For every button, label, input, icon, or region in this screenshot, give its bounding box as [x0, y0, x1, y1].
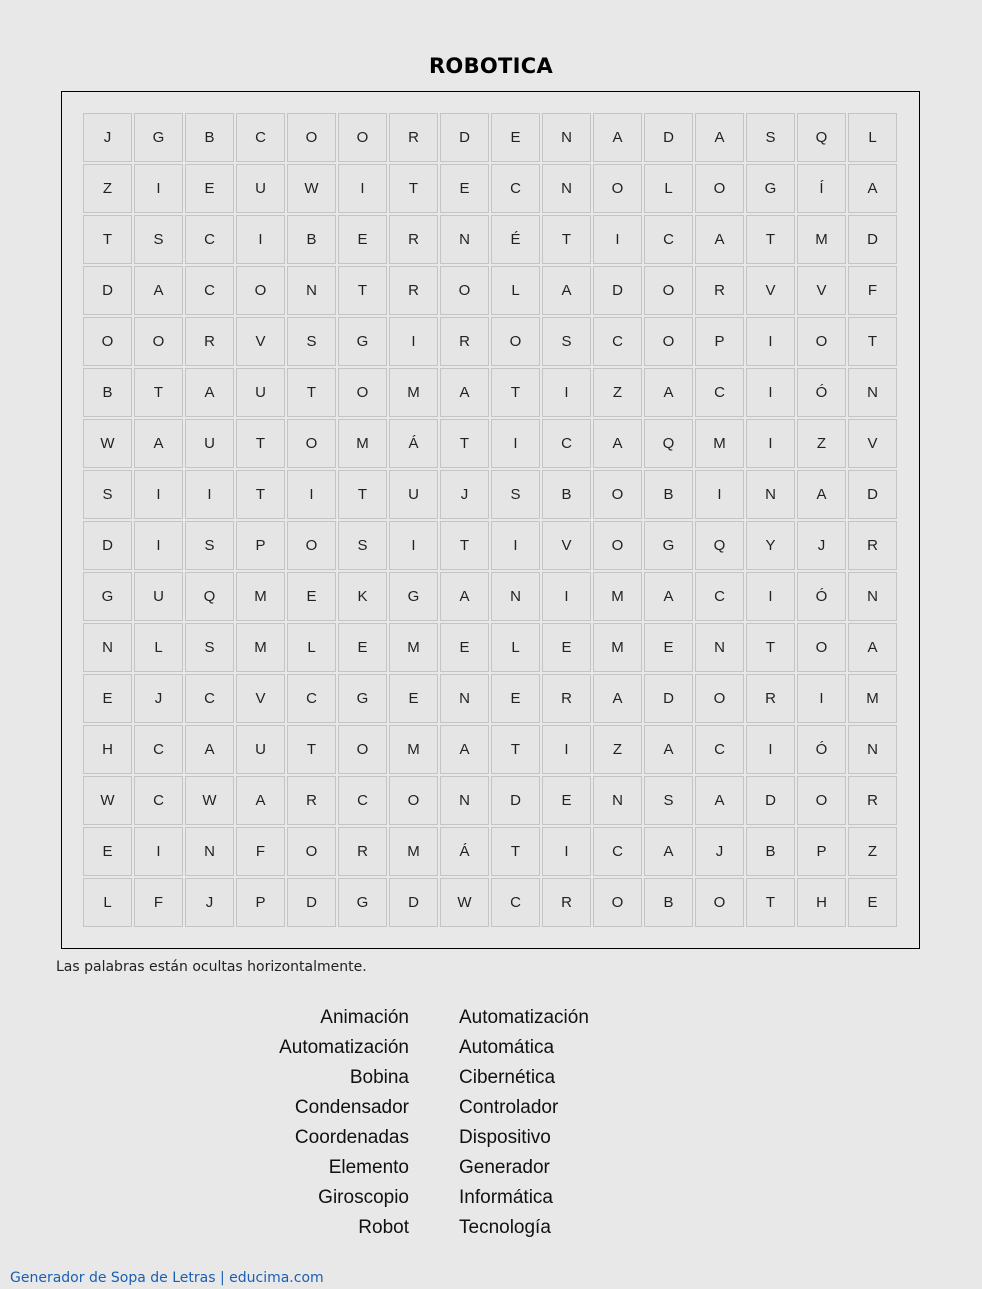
grid-cell[interactable]: N [542, 113, 591, 162]
grid-cell[interactable]: J [83, 113, 132, 162]
word-list-left [200, 1003, 409, 1243]
grid-cell[interactable]: E [440, 623, 489, 672]
grid-cell[interactable]: C [287, 674, 336, 723]
grid-cell[interactable]: Q [644, 419, 693, 468]
grid-cell[interactable]: K [338, 572, 387, 621]
grid-cell[interactable]: I [746, 317, 795, 366]
grid-cell[interactable]: A [644, 572, 693, 621]
grid-cell[interactable]: R [185, 317, 234, 366]
grid-cell[interactable]: A [695, 113, 744, 162]
grid-cell[interactable]: E [491, 113, 540, 162]
grid-cell[interactable]: Q [695, 521, 744, 570]
generator-link[interactable]: Generador de Sopa de Letras [10, 1270, 216, 1286]
grid-cell[interactable]: Z [797, 419, 846, 468]
grid-cell[interactable]: I [389, 317, 438, 366]
word-item: Generador [459, 1157, 550, 1178]
word-list-right [459, 1003, 759, 1243]
grid-cell[interactable]: P [797, 827, 846, 876]
grid-cell[interactable]: O [593, 521, 642, 570]
grid-cell[interactable]: I [287, 470, 336, 519]
grid-cell[interactable]: J [440, 470, 489, 519]
grid-cell[interactable]: M [695, 419, 744, 468]
grid-cell[interactable]: T [491, 827, 540, 876]
grid-cell[interactable]: E [338, 215, 387, 264]
grid-cell[interactable]: S [185, 623, 234, 672]
grid-cell[interactable]: R [542, 674, 591, 723]
grid-cell[interactable]: C [491, 164, 540, 213]
grid-cell[interactable]: B [185, 113, 234, 162]
word-item: Elemento [328, 1157, 409, 1178]
grid-cell[interactable]: A [593, 419, 642, 468]
word-item: Controlador [459, 1097, 559, 1118]
grid-cell[interactable]: C [134, 776, 183, 825]
grid-cell[interactable]: T [134, 368, 183, 417]
grid-cell[interactable]: S [644, 776, 693, 825]
grid-cell[interactable]: B [83, 368, 132, 417]
grid-cell[interactable]: C [695, 572, 744, 621]
grid-cell[interactable]: A [185, 725, 234, 774]
word-item: Animación [320, 1007, 409, 1028]
grid-cell[interactable]: U [185, 419, 234, 468]
grid-cell[interactable]: C [695, 368, 744, 417]
grid-cell[interactable]: A [134, 419, 183, 468]
grid-cell[interactable]: T [746, 623, 795, 672]
word-item: Coordenadas [294, 1127, 409, 1148]
grid-cell[interactable]: E [287, 572, 336, 621]
grid-cell[interactable]: M [389, 827, 438, 876]
grid-cell[interactable]: R [440, 317, 489, 366]
grid-cell[interactable]: D [644, 113, 693, 162]
grid-cell[interactable]: Q [185, 572, 234, 621]
grid-cell[interactable]: L [287, 623, 336, 672]
grid-cell[interactable]: U [236, 164, 285, 213]
grid-cell[interactable]: C [134, 725, 183, 774]
grid-cell[interactable]: R [389, 266, 438, 315]
grid-cell[interactable]: O [695, 164, 744, 213]
grid-cell[interactable]: R [287, 776, 336, 825]
word-item: Tecnología [459, 1217, 551, 1238]
grid-cell[interactable]: Q [797, 113, 846, 162]
grid-cell[interactable]: T [338, 470, 387, 519]
grid-cell[interactable]: G [644, 521, 693, 570]
grid-cell[interactable]: E [83, 674, 132, 723]
grid-cell[interactable]: O [338, 368, 387, 417]
grid-cell[interactable]: A [848, 164, 897, 213]
grid-cell[interactable]: L [644, 164, 693, 213]
grid-cell[interactable]: C [185, 215, 234, 264]
grid-cell[interactable]: N [287, 266, 336, 315]
grid-cell[interactable]: C [644, 215, 693, 264]
grid-cell[interactable]: N [440, 215, 489, 264]
grid-cell[interactable]: O [797, 623, 846, 672]
grid-cell[interactable]: N [848, 725, 897, 774]
grid-cell[interactable]: A [644, 368, 693, 417]
footer-separator: | [215, 1270, 230, 1286]
grid-cell[interactable]: O [695, 878, 744, 927]
grid-cell[interactable]: E [644, 623, 693, 672]
grid-cell[interactable]: M [848, 674, 897, 723]
site-link[interactable]: educima.com [229, 1270, 324, 1286]
grid-cell[interactable]: I [695, 470, 744, 519]
grid-cell[interactable]: I [236, 215, 285, 264]
grid-cell[interactable]: É [491, 215, 540, 264]
grid-cell[interactable]: V [746, 266, 795, 315]
grid-cell[interactable]: E [542, 776, 591, 825]
word-item: Automatización [279, 1037, 409, 1058]
grid-cell[interactable]: M [593, 623, 642, 672]
grid-cell[interactable]: E [185, 164, 234, 213]
grid-cell[interactable]: S [185, 521, 234, 570]
grid-cell[interactable]: G [746, 164, 795, 213]
grid-cell[interactable]: A [848, 623, 897, 672]
grid-cell[interactable]: S [491, 470, 540, 519]
grid-cell[interactable]: M [593, 572, 642, 621]
grid-cell[interactable]: E [83, 827, 132, 876]
grid-cell[interactable]: T [236, 419, 285, 468]
grid-cell[interactable]: T [491, 368, 540, 417]
grid-cell[interactable]: B [644, 878, 693, 927]
grid-cell[interactable]: I [542, 572, 591, 621]
grid-cell[interactable]: F [134, 878, 183, 927]
grid-cell[interactable]: O [287, 521, 336, 570]
grid-cell[interactable]: O [389, 776, 438, 825]
grid-cell[interactable]: I [491, 419, 540, 468]
grid-cell[interactable]: M [797, 215, 846, 264]
word-item: Condensador [294, 1097, 409, 1118]
grid-cell[interactable]: E [440, 164, 489, 213]
grid-cell[interactable]: C [593, 827, 642, 876]
grid-cell[interactable]: A [695, 215, 744, 264]
grid-cell[interactable]: L [491, 266, 540, 315]
grid-cell[interactable]: N [440, 776, 489, 825]
grid-cell[interactable]: I [746, 368, 795, 417]
grid-cell[interactable]: B [746, 827, 795, 876]
footer [10, 1269, 324, 1287]
grid-cell[interactable]: I [746, 572, 795, 621]
letter-grid [83, 113, 897, 927]
grid-cell[interactable]: I [185, 470, 234, 519]
grid-cell[interactable]: O [287, 827, 336, 876]
grid-cell[interactable]: A [593, 113, 642, 162]
grid-cell[interactable]: J [797, 521, 846, 570]
grid-cell[interactable]: Z [593, 368, 642, 417]
grid-cell[interactable]: I [389, 521, 438, 570]
word-item: Automática [459, 1037, 555, 1058]
grid-cell[interactable]: O [338, 725, 387, 774]
grid-cell[interactable]: B [644, 470, 693, 519]
grid-cell[interactable]: R [542, 878, 591, 927]
grid-cell[interactable]: O [695, 674, 744, 723]
grid-cell[interactable]: A [185, 368, 234, 417]
grid-cell[interactable]: N [440, 674, 489, 723]
grid-cell[interactable]: O [593, 164, 642, 213]
grid-cell[interactable]: I [593, 215, 642, 264]
grid-cell[interactable]: O [236, 266, 285, 315]
grid-cell[interactable]: O [644, 266, 693, 315]
grid-cell[interactable]: A [134, 266, 183, 315]
puzzle-title: ROBOTICA [428, 54, 554, 78]
grid-cell[interactable]: I [797, 674, 846, 723]
grid-cell[interactable]: T [491, 725, 540, 774]
grid-cell[interactable]: I [134, 164, 183, 213]
grid-cell[interactable]: A [542, 266, 591, 315]
grid-cell[interactable]: D [593, 266, 642, 315]
grid-cell[interactable]: I [134, 521, 183, 570]
grid-cell[interactable]: V [542, 521, 591, 570]
grid-cell[interactable]: A [236, 776, 285, 825]
grid-cell[interactable]: W [440, 878, 489, 927]
grid-cell[interactable]: L [491, 623, 540, 672]
grid-cell[interactable]: A [797, 470, 846, 519]
grid-cell[interactable]: Á [389, 419, 438, 468]
grid-cell[interactable]: V [848, 419, 897, 468]
grid-cell[interactable]: N [83, 623, 132, 672]
grid-cell[interactable]: A [644, 725, 693, 774]
grid-cell[interactable]: D [491, 776, 540, 825]
word-item: Dispositivo [459, 1127, 551, 1148]
grid-cell[interactable]: S [83, 470, 132, 519]
grid-cell[interactable]: L [134, 623, 183, 672]
grid-cell[interactable]: E [542, 623, 591, 672]
grid-cell[interactable]: G [134, 113, 183, 162]
grid-cell[interactable]: D [287, 878, 336, 927]
grid-cell[interactable]: M [236, 572, 285, 621]
grid-cell[interactable]: U [236, 368, 285, 417]
grid-cell[interactable]: P [695, 317, 744, 366]
word-item: Bobina [349, 1067, 409, 1088]
grid-cell[interactable]: R [389, 215, 438, 264]
grid-cell[interactable]: Í [797, 164, 846, 213]
grid-cell[interactable]: D [644, 674, 693, 723]
grid-cell[interactable]: M [389, 623, 438, 672]
grid-cell[interactable]: M [236, 623, 285, 672]
grid-cell[interactable]: N [695, 623, 744, 672]
grid-cell[interactable]: U [236, 725, 285, 774]
grid-cell[interactable]: G [338, 317, 387, 366]
grid-cell[interactable]: D [848, 215, 897, 264]
grid-cell[interactable]: U [134, 572, 183, 621]
grid-cell[interactable]: O [593, 878, 642, 927]
grid-cell[interactable]: I [542, 827, 591, 876]
grid-cell[interactable]: W [83, 419, 132, 468]
grid-cell[interactable]: A [440, 368, 489, 417]
grid-cell[interactable]: H [797, 878, 846, 927]
grid-cell[interactable]: A [593, 674, 642, 723]
grid-cell[interactable]: O [134, 317, 183, 366]
grid-cell[interactable]: S [134, 215, 183, 264]
grid-cell[interactable]: W [287, 164, 336, 213]
grid-cell[interactable]: W [185, 776, 234, 825]
grid-cell[interactable]: M [389, 368, 438, 417]
grid-cell[interactable]: T [746, 215, 795, 264]
grid-cell[interactable]: O [491, 317, 540, 366]
grid-cell[interactable]: M [338, 419, 387, 468]
grid-cell[interactable]: T [848, 317, 897, 366]
grid-cell[interactable]: S [338, 521, 387, 570]
grid-cell[interactable]: J [695, 827, 744, 876]
grid-cell[interactable]: W [83, 776, 132, 825]
grid-cell[interactable]: G [83, 572, 132, 621]
grid-cell[interactable]: E [491, 674, 540, 723]
grid-cell[interactable]: I [338, 164, 387, 213]
grid-cell[interactable]: D [83, 266, 132, 315]
grid-cell[interactable]: G [338, 878, 387, 927]
grid-cell[interactable]: S [287, 317, 336, 366]
grid-cell[interactable]: C [593, 317, 642, 366]
grid-cell[interactable]: T [440, 521, 489, 570]
grid-cell[interactable]: N [593, 776, 642, 825]
grid-cell[interactable]: T [236, 470, 285, 519]
grid-cell[interactable]: R [848, 776, 897, 825]
grid-cell[interactable]: D [848, 470, 897, 519]
grid-cell[interactable]: F [236, 827, 285, 876]
grid-cell[interactable]: J [185, 878, 234, 927]
grid-cell[interactable]: N [848, 368, 897, 417]
grid-cell[interactable]: C [542, 419, 591, 468]
grid-cell[interactable]: Á [440, 827, 489, 876]
grid-cell[interactable]: C [695, 725, 744, 774]
grid-cell[interactable]: O [83, 317, 132, 366]
grid-cell[interactable]: B [542, 470, 591, 519]
grid-cell[interactable]: G [338, 674, 387, 723]
word-item: Automatización [459, 1007, 589, 1028]
grid-cell[interactable]: O [287, 419, 336, 468]
grid-cell[interactable]: T [287, 368, 336, 417]
grid-cell[interactable]: S [542, 317, 591, 366]
grid-cell[interactable]: O [644, 317, 693, 366]
grid-cell[interactable]: R [848, 521, 897, 570]
grid-cell[interactable]: V [236, 674, 285, 723]
grid-cell[interactable]: D [440, 113, 489, 162]
grid-cell[interactable]: Z [593, 725, 642, 774]
grid-cell[interactable]: A [440, 725, 489, 774]
grid-cell[interactable]: R [695, 266, 744, 315]
grid-cell[interactable]: T [83, 215, 132, 264]
grid-cell[interactable]: L [848, 113, 897, 162]
grid-cell[interactable]: J [134, 674, 183, 723]
grid-cell[interactable]: Ó [797, 572, 846, 621]
grid-cell[interactable]: P [236, 521, 285, 570]
grid-cell[interactable]: E [338, 623, 387, 672]
grid-cell[interactable]: R [746, 674, 795, 723]
grid-cell[interactable]: I [746, 725, 795, 774]
grid-cell[interactable]: C [338, 776, 387, 825]
grid-cell[interactable]: T [338, 266, 387, 315]
grid-cell[interactable]: O [440, 266, 489, 315]
word-item: Informática [459, 1187, 553, 1208]
grid-cell[interactable]: Z [83, 164, 132, 213]
grid-cell[interactable]: I [491, 521, 540, 570]
word-item: Cibernética [459, 1067, 556, 1088]
grid-cell[interactable]: N [491, 572, 540, 621]
grid-cell[interactable]: E [389, 674, 438, 723]
grid-cell[interactable]: I [542, 725, 591, 774]
grid-cell[interactable]: D [389, 878, 438, 927]
grid-cell[interactable]: O [593, 470, 642, 519]
grid-cell[interactable]: N [746, 470, 795, 519]
grid-cell[interactable]: B [287, 215, 336, 264]
grid-cell[interactable]: F [848, 266, 897, 315]
puzzle-frame [61, 91, 920, 949]
grid-cell[interactable]: O [338, 113, 387, 162]
grid-cell[interactable]: P [236, 878, 285, 927]
grid-cell[interactable]: O [797, 317, 846, 366]
word-item: Robot [358, 1217, 409, 1238]
grid-cell[interactable]: A [440, 572, 489, 621]
grid-cell[interactable]: Ó [797, 368, 846, 417]
grid-cell[interactable]: C [491, 878, 540, 927]
grid-cell[interactable]: V [236, 317, 285, 366]
grid-cell[interactable]: T [287, 725, 336, 774]
grid-cell[interactable]: O [287, 113, 336, 162]
grid-cell[interactable]: I [134, 827, 183, 876]
grid-cell[interactable]: I [134, 470, 183, 519]
grid-cell[interactable]: C [236, 113, 285, 162]
hint-text: Las palabras están ocultas horizontalmente. [56, 959, 367, 975]
grid-cell[interactable]: C [185, 266, 234, 315]
grid-cell[interactable]: T [746, 878, 795, 927]
grid-cell[interactable]: S [746, 113, 795, 162]
grid-cell[interactable]: T [389, 164, 438, 213]
grid-cell[interactable]: G [389, 572, 438, 621]
grid-cell[interactable]: N [848, 572, 897, 621]
grid-cell[interactable]: Y [746, 521, 795, 570]
word-item: Giroscopio [318, 1187, 409, 1208]
grid-cell[interactable]: T [440, 419, 489, 468]
grid-cell[interactable]: H [83, 725, 132, 774]
grid-cell[interactable]: V [797, 266, 846, 315]
grid-cell[interactable]: C [185, 674, 234, 723]
grid-cell[interactable]: N [542, 164, 591, 213]
grid-cell[interactable]: D [746, 776, 795, 825]
grid-cell[interactable]: Ó [797, 725, 846, 774]
grid-cell[interactable]: E [848, 878, 897, 927]
grid-cell[interactable]: Z [848, 827, 897, 876]
grid-cell[interactable]: N [185, 827, 234, 876]
grid-cell[interactable]: R [338, 827, 387, 876]
grid-cell[interactable]: A [644, 827, 693, 876]
grid-cell[interactable]: U [389, 470, 438, 519]
grid-cell[interactable]: O [797, 776, 846, 825]
grid-cell[interactable]: M [389, 725, 438, 774]
grid-cell[interactable]: I [542, 368, 591, 417]
grid-cell[interactable]: D [83, 521, 132, 570]
grid-cell[interactable]: L [83, 878, 132, 927]
grid-cell[interactable]: T [542, 215, 591, 264]
grid-cell[interactable]: A [695, 776, 744, 825]
grid-cell[interactable]: I [746, 419, 795, 468]
grid-cell[interactable]: R [389, 113, 438, 162]
